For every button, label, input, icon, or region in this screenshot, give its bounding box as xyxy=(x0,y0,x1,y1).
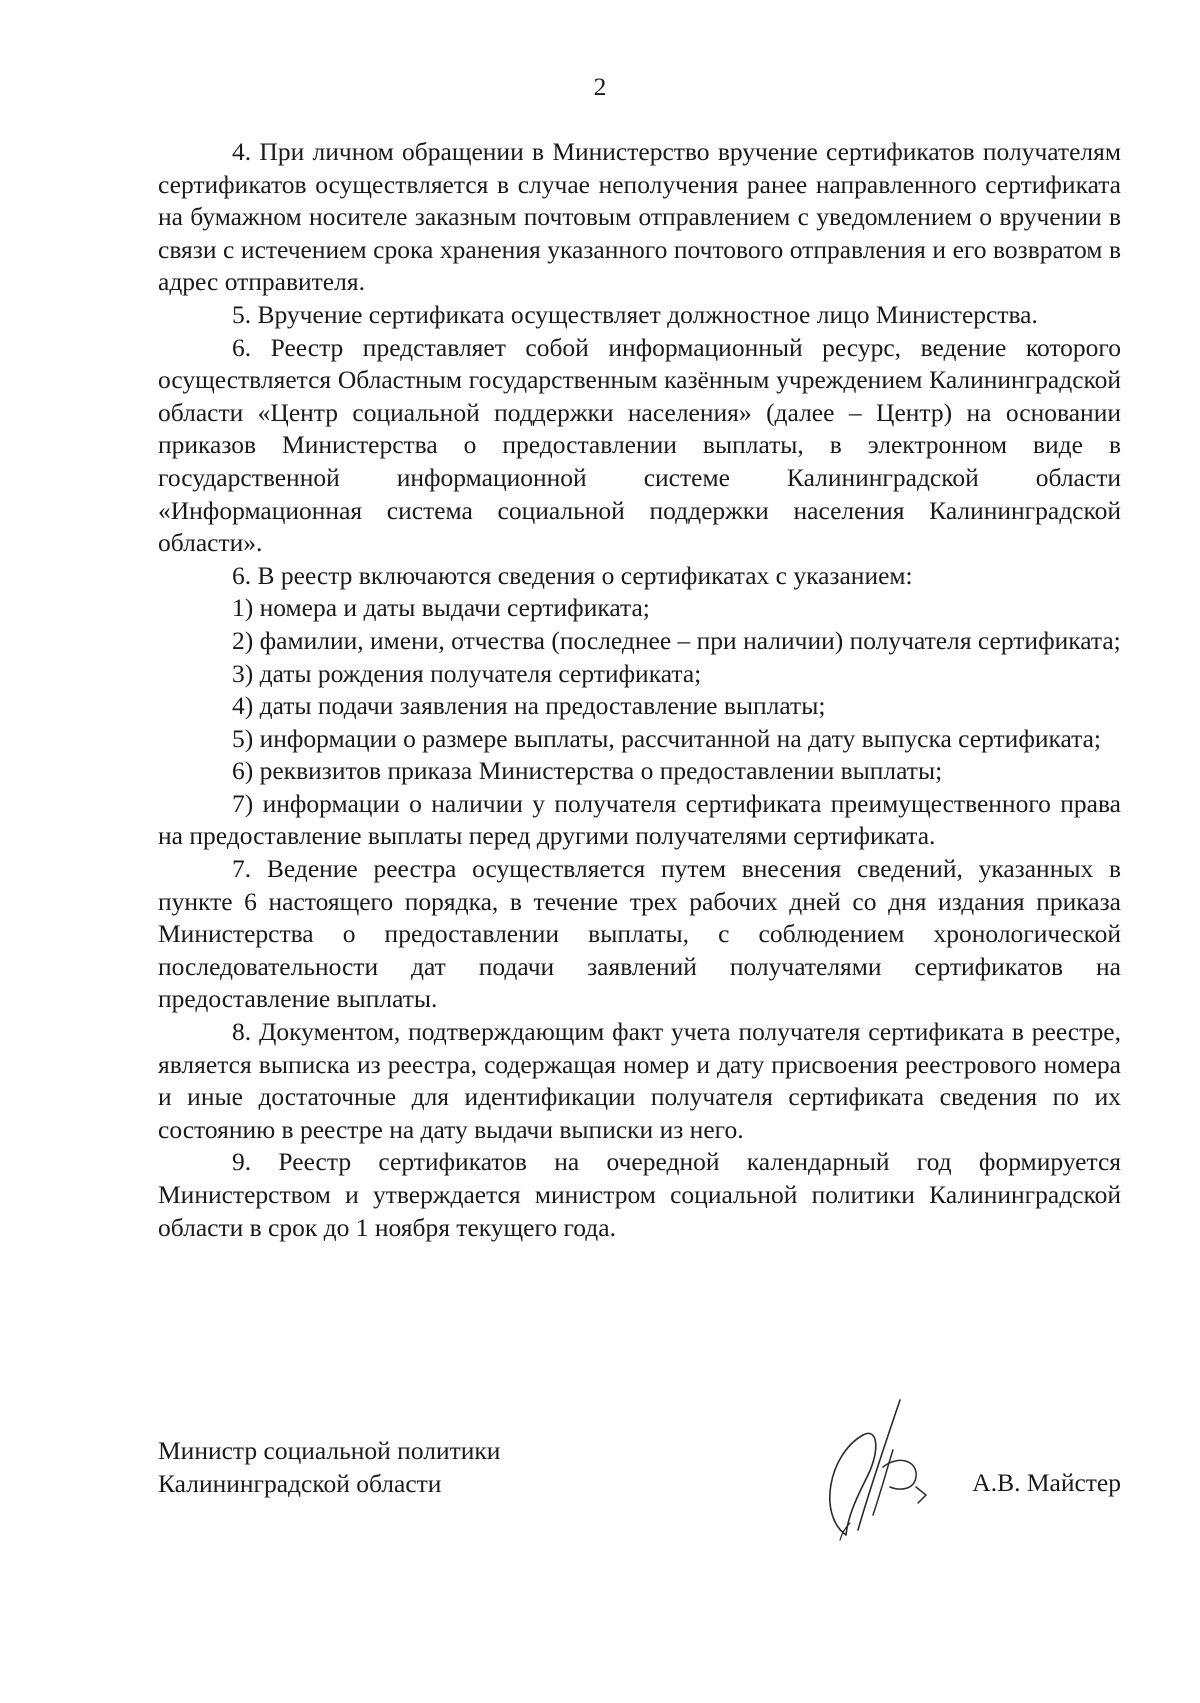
signatory-role-line-1: Министр социальной политики xyxy=(158,1436,501,1465)
signatory-name: А.В. Майстер xyxy=(972,1468,1121,1497)
list-item-3: 3) даты рождения получателя сертификата; xyxy=(232,658,702,688)
list-item-6: 6) реквизитов приказа Министерства о предоставлении выплаты; xyxy=(232,756,943,786)
list-item-4: 4) даты подачи заявления на предоставление выплаты; xyxy=(232,691,826,721)
paragraph-8: 8. Документом, подтверждающим факт учета получателя сертификата в реестре, является выписка из реестра, содержащая номер и дату присвоения реестрового номера и иные достаточные для идентификации получателя сертификата сведения по их состоянию в реестре на дату выдачи выписки из него. xyxy=(158,1017,1121,1144)
document-body xyxy=(158,136,1121,1244)
signatory-role xyxy=(158,1435,500,1500)
list-item-5: 5) информации о размере выплаты, рассчитанной на дату выпуска сертификата; xyxy=(232,723,1102,753)
list-item-7: 7) информации о наличии у получателя сертификата преимущественного права на предоставление выплаты перед другими получателями сертификата. xyxy=(158,788,1121,851)
signatory-role-line-2: Калининградской области xyxy=(158,1468,442,1498)
signature-block xyxy=(158,1435,1121,1555)
paragraph-7: 7. Ведение реестра осуществляется путем внесения сведений, указанных в пункте 6 настоящего порядка, в течение трех рабочих дней со дня издания приказа Министерства о предоставлении выплаты, с соблюдением хронологической последовательности дат подачи заявлений получателями сертификатов на предоставление выплаты. xyxy=(158,854,1121,1014)
list-item-1: 1) номера и даты выдачи сертификата; xyxy=(232,593,650,623)
paragraph-5: 5. Вручение сертификата осуществляет должностное лицо Министерства. xyxy=(232,299,1038,329)
page-number: 2 xyxy=(593,72,607,101)
list-item-2: 2) фамилии, имени, отчества (последнее – при наличии) получателя сертификата; xyxy=(232,625,1121,655)
paragraph-6-registry: 6. Реестр представляет собой информационный ресурс, ведение которого осуществляется Областным государственным казённым учреждением Калининградской области «Центр социальной поддержки населения» (далее – Центр) на основании приказов Министерства о предоставлении выплаты, в электронном виде в государственной информационной системе Калининградской области «Информационная система социальной поддержки населения Калининградской области». xyxy=(158,332,1121,558)
handwritten-signature-icon xyxy=(788,1395,938,1545)
paragraph-6-contents: 6. В реестр включаются сведения о сертификатах с указанием: xyxy=(232,560,913,590)
paragraph-9: 9. Реестр сертификатов на очередной календарный год формируется Министерством и утверждается министром социальной политики Калининградской области в срок до 1 ноября текущего года. xyxy=(158,1147,1121,1242)
paragraph-4: 4. При личном обращении в Министерство вручение сертификатов получателям сертификатов осуществляется в случае неполучения ранее направленного сертификата на бумажном носителе заказным почтовым отправлением с уведомлением о вручении в связи с истечением срока хранения указанного почтового отправления и его возвратом в адрес отправителя. xyxy=(158,137,1121,297)
